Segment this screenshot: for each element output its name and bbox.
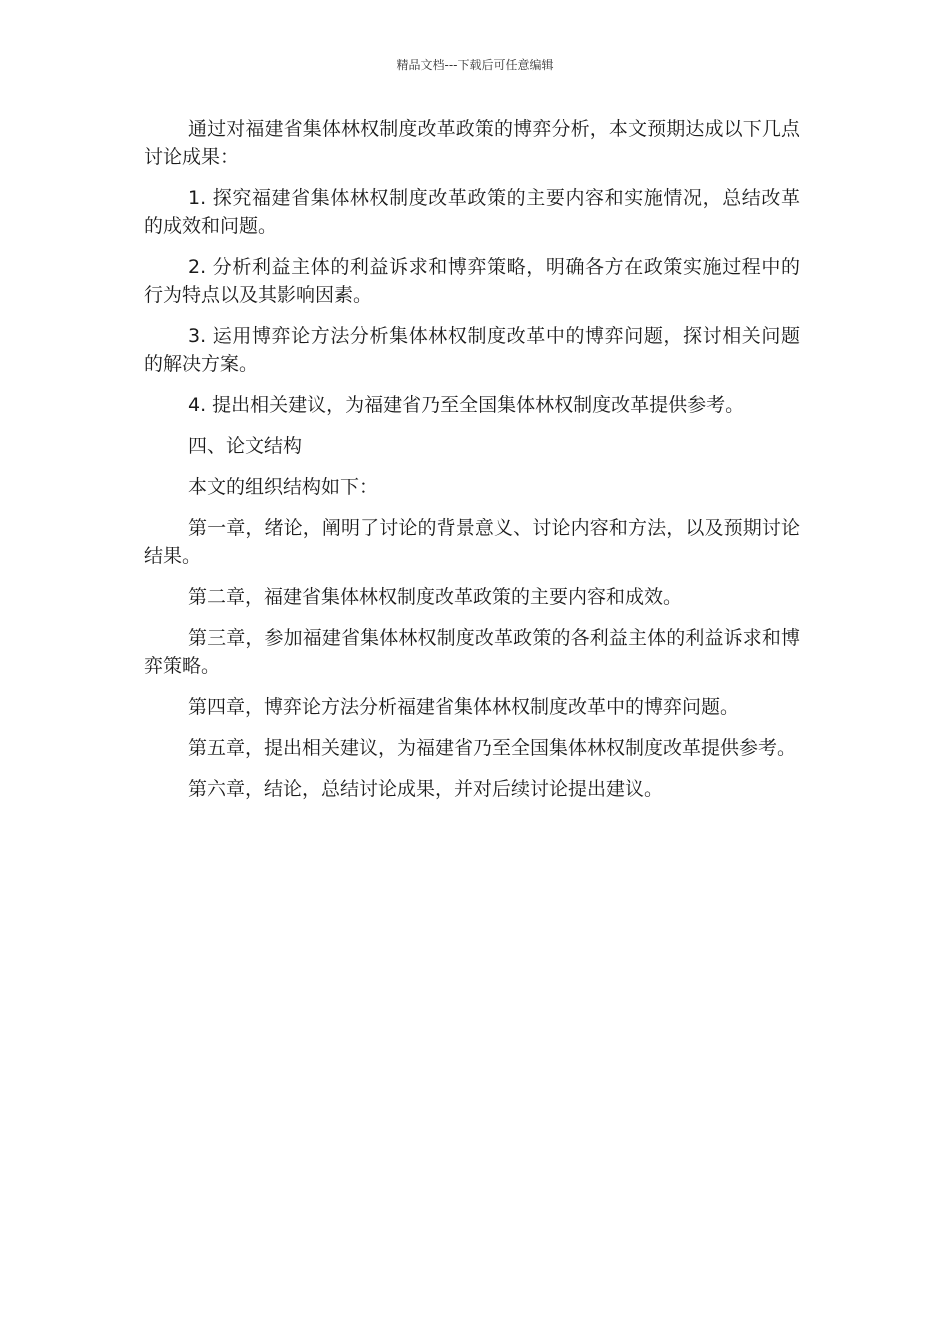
chapter-1: 第一章，绪论，阐明了讨论的背景意义、讨论内容和方法，以及预期讨论结果。 (144, 517, 800, 567)
paragraph-intro: 通过对福建省集体林权制度改革政策的博弈分析，本文预期达成以下几点讨论成果： (144, 118, 800, 168)
chapter-2: 第二章，福建省集体林权制度改革政策的主要内容和成效。 (188, 586, 683, 608)
section-heading: 四、论文结构 (188, 435, 303, 457)
list-item-2: 2. 分析利益主体的利益诉求和博弈策略，明确各方在政策实施过程中的行为特点以及其影响因素。 (144, 256, 800, 306)
chapter-3: 第三章，参加福建省集体林权制度改革政策的各利益主体的利益诉求和博弈策略。 (144, 627, 800, 677)
chapter-4: 第四章，博弈论方法分析福建省集体林权制度改革中的博弈问题。 (188, 696, 740, 718)
document-body (144, 115, 800, 816)
list-item-4: 4. 提出相关建议，为福建省乃至全国集体林权制度改革提供参考。 (188, 394, 745, 416)
page-header: 精品文档---下载后可任意编辑 (396, 58, 554, 72)
paragraph-structure-intro: 本文的组织结构如下： (188, 476, 379, 498)
list-item-1: 1. 探究福建省集体林权制度改革政策的主要内容和实施情况，总结改革的成效和问题。 (144, 187, 800, 237)
chapter-6: 第六章，结论，总结讨论成果，并对后续讨论提出建议。 (188, 778, 664, 800)
list-item-3: 3. 运用博弈论方法分析集体林权制度改革中的博弈问题，探讨相关问题的解决方案。 (144, 325, 800, 375)
chapter-5: 第五章，提出相关建议，为福建省乃至全国集体林权制度改革提供参考。 (188, 737, 797, 759)
